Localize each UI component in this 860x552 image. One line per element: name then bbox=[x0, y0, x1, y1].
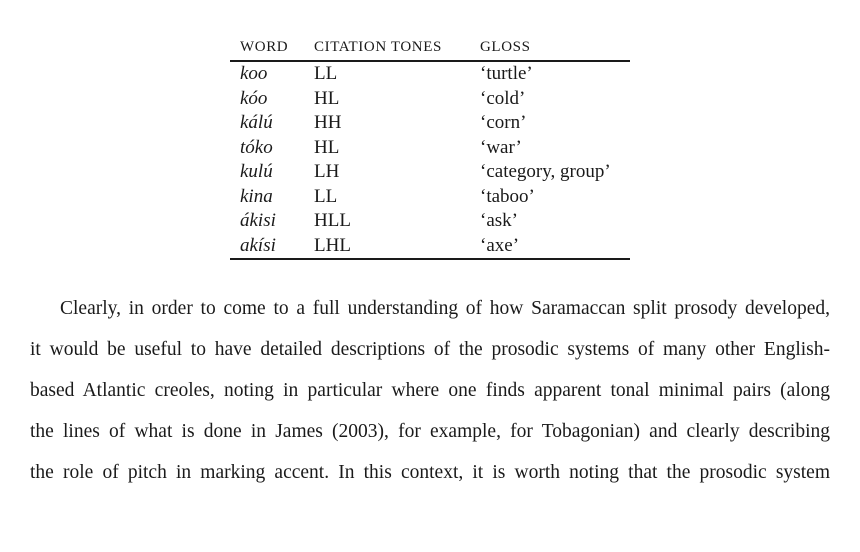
table-row bbox=[230, 234, 630, 260]
tones-cell: HLL bbox=[314, 210, 351, 231]
word-cell: kulú bbox=[240, 161, 273, 182]
table-row bbox=[230, 160, 630, 185]
tones-cell: LHL bbox=[304, 234, 470, 260]
table-row bbox=[230, 185, 630, 210]
word-cell: kóo bbox=[240, 87, 268, 109]
column-header-word: WORD bbox=[230, 36, 304, 61]
tones-cell: LL bbox=[314, 63, 338, 84]
table-row bbox=[230, 136, 630, 161]
body-paragraph bbox=[30, 288, 830, 493]
table-header-row bbox=[230, 36, 630, 61]
gloss-cell: ‘cold’ bbox=[480, 87, 526, 109]
tones-cell: HH bbox=[314, 112, 342, 133]
word-cell: koo bbox=[240, 63, 268, 84]
tones-cell: HL bbox=[314, 136, 340, 158]
tones-cell: LL bbox=[314, 185, 338, 207]
gloss-cell: ‘taboo’ bbox=[480, 185, 535, 207]
column-header-gloss: GLOSS bbox=[470, 36, 630, 61]
paragraph-line: the lines of what is done in James (2003), for example, for Tobagonian) and clearly describing bbox=[30, 421, 830, 442]
paragraph-line: it would be useful to have detailed descriptions of the prosodic systems of many other English- bbox=[30, 339, 830, 360]
word-cell: tóko bbox=[240, 136, 273, 158]
table-row bbox=[230, 87, 630, 112]
tone-table bbox=[230, 36, 630, 260]
gloss-cell: ‘turtle’ bbox=[480, 63, 533, 84]
gloss-cell: ‘corn’ bbox=[480, 112, 527, 133]
tones-cell: HL bbox=[314, 87, 340, 109]
gloss-cell: ‘category, group’ bbox=[480, 161, 611, 182]
gloss-cell: ‘war’ bbox=[480, 136, 522, 158]
paragraph-line: based Atlantic creoles, noting in particular where one finds apparent tonal minimal pairs (along bbox=[30, 380, 830, 401]
table-row bbox=[230, 111, 630, 136]
tones-cell: LH bbox=[314, 161, 340, 182]
paragraph-line: Clearly, in order to come to a full understanding of how Saramaccan split prosody developed, bbox=[60, 298, 830, 319]
word-cell: kálú bbox=[240, 112, 273, 133]
table-row bbox=[230, 61, 630, 87]
paragraph-line: the role of pitch in marking accent. In this context, it is worth noting that the prosodic system bbox=[30, 462, 830, 483]
word-cell: ákisi bbox=[240, 210, 276, 231]
column-header-citation-tones: CITATION TONES bbox=[304, 36, 470, 61]
word-cell: kina bbox=[240, 185, 273, 207]
gloss-cell: ‘axe’ bbox=[470, 234, 630, 260]
word-cell: akísi bbox=[230, 234, 304, 260]
table-row bbox=[230, 209, 630, 234]
gloss-cell: ‘ask’ bbox=[480, 210, 518, 231]
